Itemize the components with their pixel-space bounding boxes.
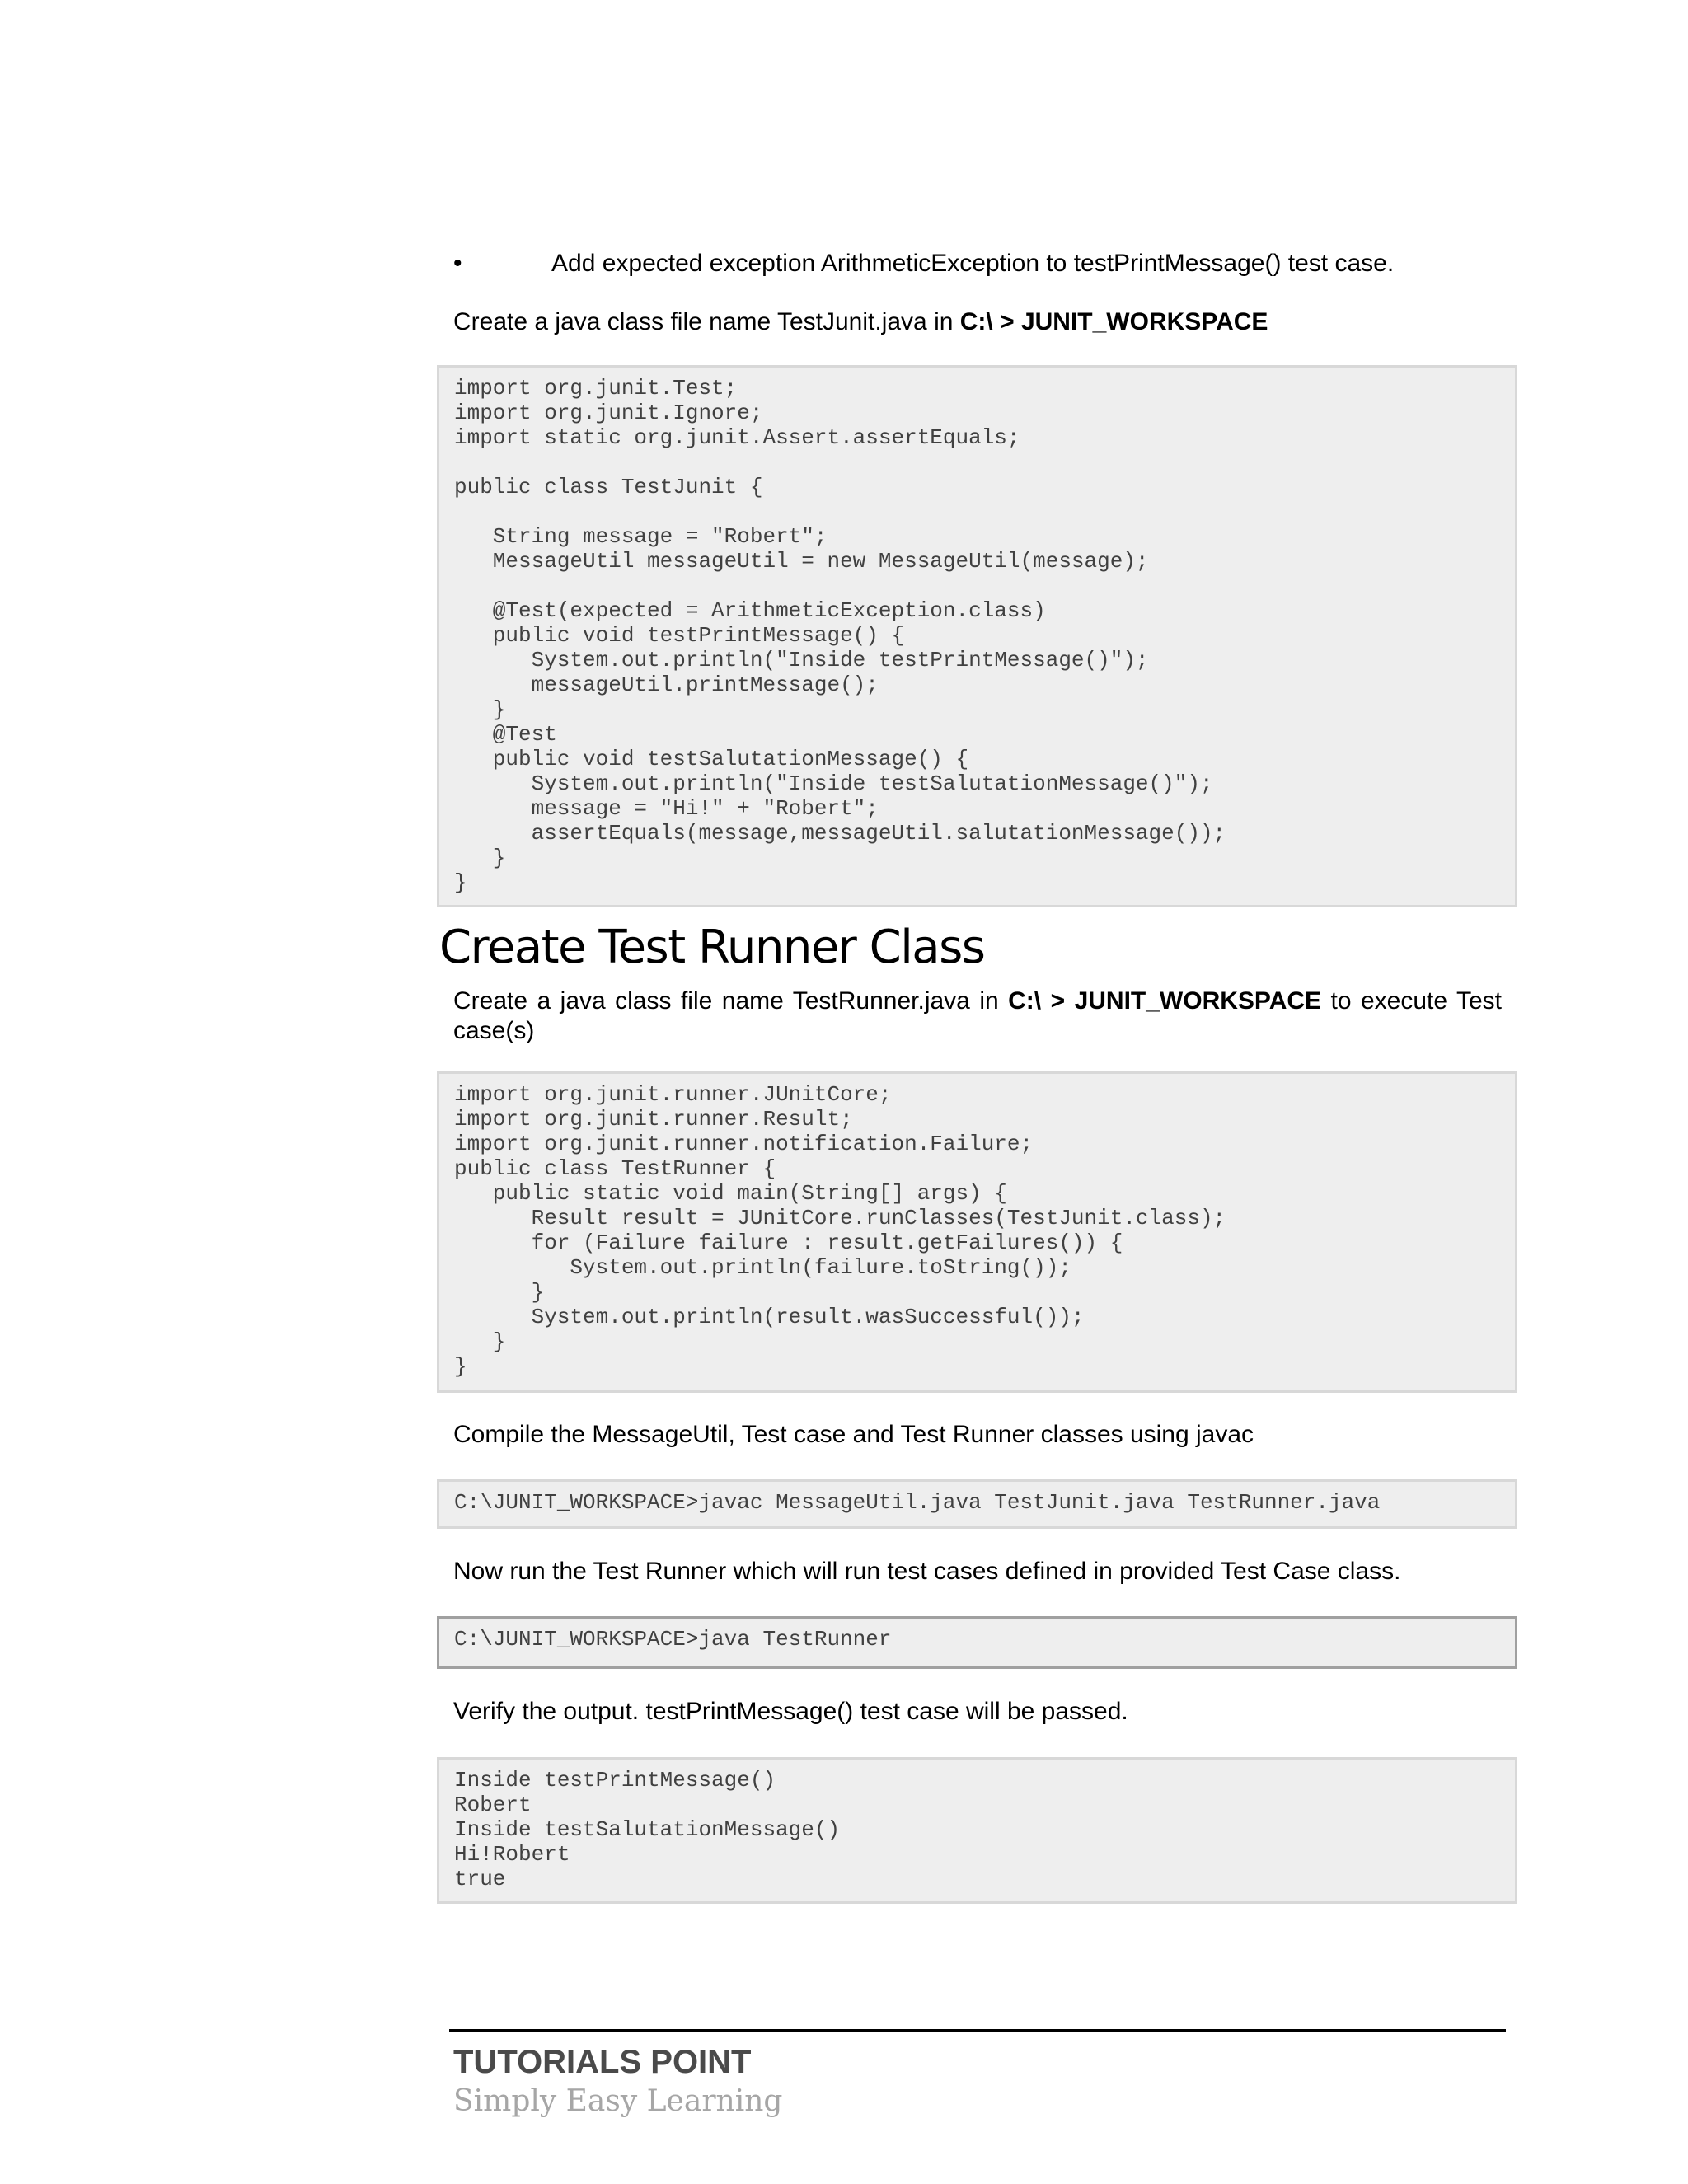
intro-path: C:\ > JUNIT_WORKSPACE bbox=[959, 308, 1268, 335]
verify-paragraph: Verify the output. testPrintMessage() test case will be passed. bbox=[453, 1698, 1128, 1725]
bullet-text: Add expected exception ArithmeticException to testPrintMessage() test case. bbox=[551, 250, 1395, 277]
compile-paragraph: Compile the MessageUtil, Test case and Test Runner classes using javac bbox=[453, 1421, 1254, 1448]
code-testrunner: import org.junit.runner.JUnitCore; import org.junit.runner.Result; import org.junit.runner.notification.Failure; public class TestRunner { public static void main(String[] args) { Result result = JUnitCore.runClasses(TestJunit.class); for (Failure failure : result.getFailures()) { System.out.println(failure.toString()); } System.out.println(result.wasSuccessful()); } } bbox=[454, 1082, 1226, 1379]
bullet-item bbox=[453, 247, 1525, 280]
intro-paragraph bbox=[453, 307, 1502, 337]
compile-command-block bbox=[437, 1479, 1517, 1529]
runner-intro-suffix: to execute Test case(s) bbox=[453, 987, 1503, 1044]
code-block-testrunner bbox=[437, 1071, 1517, 1393]
runner-intro-path: C:\ > JUNIT_WORKSPACE bbox=[1008, 987, 1322, 1015]
bullet-dot: • bbox=[453, 250, 462, 277]
runner-intro-text: Create a java class file name TestRunner.java in bbox=[453, 987, 1009, 1015]
footer-divider bbox=[449, 2029, 1506, 2032]
output-block bbox=[437, 1757, 1517, 1904]
code-testjunit: import org.junit.Test; import org.junit.Ignore; import static org.junit.Assert.assertEquals; public class TestJunit { String message = "Robert"; MessageUtil messageUtil = new MessageUtil(message); @Test(expected = ArithmeticException.class) public void testPrintMessage() { System.out.println("Inside testPrintMessage()"); messageUtil.printMessage(); } @Test public void testSalutationMessage() { System.out.println("Inside testSalutationMessage()"); message = "Hi!" + "Robert"; assertEquals(message,messageUtil.salutationMessage()); } } bbox=[454, 376, 1226, 895]
footer-brand: TUTORIALS POINT bbox=[453, 2044, 752, 2080]
run-command-block bbox=[437, 1616, 1517, 1669]
run-paragraph: Now run the Test Runner which will run test cases defined in provided Test Case class. bbox=[453, 1558, 1401, 1585]
intro-text: Create a java class file name TestJunit.java in bbox=[453, 308, 960, 335]
compile-command: C:\JUNIT_WORKSPACE>javac MessageUtil.java TestJunit.java TestRunner.java bbox=[454, 1490, 1381, 1515]
output-text: Inside testPrintMessage() Robert Inside testSalutationMessage() Hi!Robert true bbox=[454, 1768, 841, 1891]
code-block-testjunit bbox=[437, 365, 1517, 907]
runner-intro-paragraph bbox=[453, 987, 1502, 1046]
section-heading: Create Test Runner Class bbox=[439, 921, 985, 974]
run-command: C:\JUNIT_WORKSPACE>java TestRunner bbox=[454, 1627, 892, 1652]
footer-tagline: Simply Easy Learning bbox=[453, 2084, 783, 2118]
